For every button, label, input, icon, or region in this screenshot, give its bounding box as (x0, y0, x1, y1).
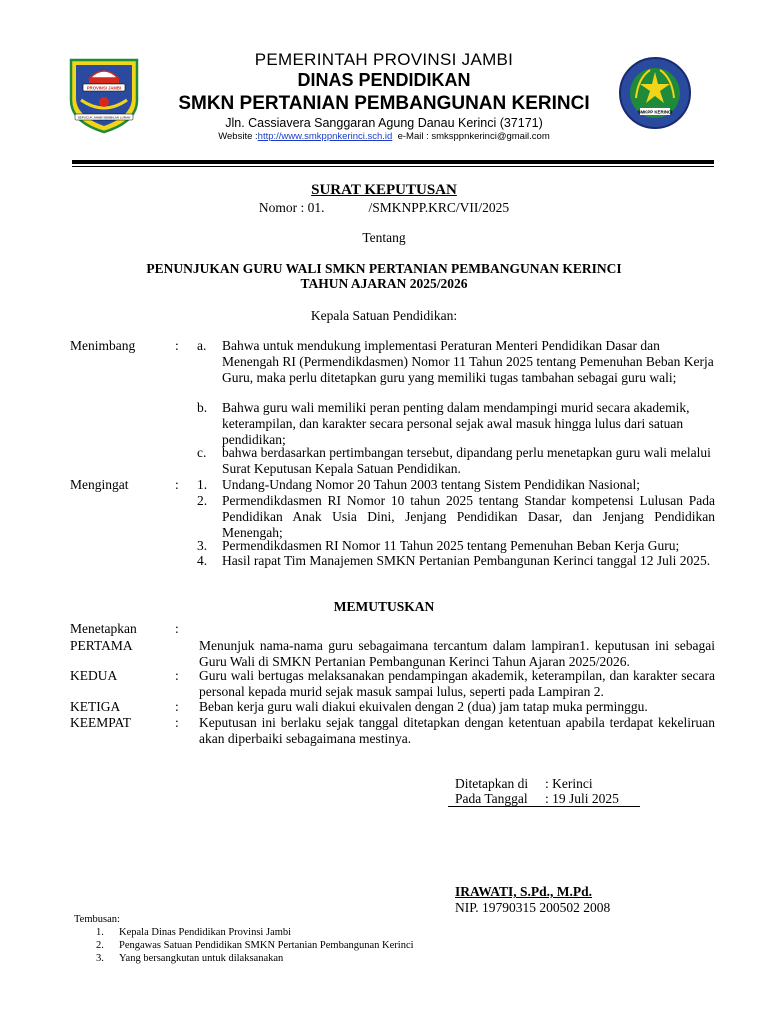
mengingat-item-2: Permendikdasmen RI Nomor 10 tahun 2025 tentang Standar kompetensi Lulusan Pada Pendidikan Anak Usia Dini, Jenjang Pendidikan Dasar, dan Jenjang Pendidikan Menengah; (222, 493, 715, 540)
signatory-nip: NIP. 19790315 200502 2008 (455, 900, 611, 915)
header-department: DINAS PENDIDIKAN (297, 70, 471, 90)
kedua-colon: : (175, 668, 179, 683)
mengingat-label: Mengingat (70, 477, 129, 492)
mengingat-marker-4: 4. (197, 553, 208, 568)
nomor-prefix: Nomor : 01. (258, 200, 325, 215)
email-text: e-Mail : smksppnkerinci@gmail.com (397, 131, 550, 142)
menetapkan-colon: : (175, 621, 179, 636)
pertama-text: Menunjuk nama-nama guru sebagaimana tercantum dalam lampiran1. keputusan ini sebagai Guru Wali di SMKN Pertanian Pembangunan Kerinci Tahun Ajaran 2025/2026. (199, 638, 715, 669)
ketiga-label: KETIGA (70, 699, 121, 714)
mengingat-item-4: Hasil rapat Tim Manajemen SMKN Pertanian Pembangunan Kerinci tanggal 12 Juli 2025. (222, 553, 711, 568)
menimbang-item-b: Bahwa guru wali memiliki peran penting dalam mendampingi murid secara akademik, keterampilan, dan karakter secara personal sejak awal masuk hingga lulus dari satuan pendidikan; (222, 400, 690, 447)
ketiga-colon: : (175, 699, 179, 714)
menimbang-colon: : (175, 338, 179, 353)
issuer-line: Kepala Satuan Pendidikan: (310, 308, 458, 323)
keempat-label: KEEMPAT (70, 715, 132, 730)
mengingat-marker-1: 1. (197, 477, 208, 492)
website-label: Website : (218, 131, 258, 142)
menetapkan-label: Menetapkan (70, 621, 137, 636)
mengingat-marker-3: 3. (197, 538, 208, 553)
tembusan-marker-3: 3. (96, 953, 104, 964)
menimbang-item-c: bahwa berdasarkan pertimbangan tersebut, dipandang perlu menetapkan guru wali melalui Surat Keputusan Kepala Satuan Pendidikan. (222, 445, 711, 476)
tembusan-item-1: Kepala Dinas Pendidikan Provinsi Jambi (119, 927, 292, 938)
tembusan-marker-2: 2. (96, 940, 104, 951)
logo-left-motto: SEPUCUK JAMBI SEMBILAN LURAH (77, 115, 131, 120)
tembusan-marker-1: 1. (96, 927, 104, 938)
menimbang-marker-a: a. (197, 338, 207, 353)
keempat-colon: : (175, 715, 179, 730)
nomor-suffix: /SMKNPP.KRC/VII/2025 (368, 200, 510, 215)
kedua-text: Guru wali bertugas melaksanakan pendampingan akademik, keterampilan, dan karakter secara personal kepada murid sejak masuk sampai lulus, seperti pada Lampiran 2. (199, 668, 715, 699)
website-link[interactable]: http://www.smkppnkerinci.sch.id (257, 131, 393, 142)
signature-date-underline (448, 806, 640, 807)
signatory-name: IRAWATI, S.Pd., M.Pd. (455, 884, 593, 899)
ditetapkan-value: : Kerinci (545, 776, 593, 791)
logo-right-text: SMKPP KERINCI (637, 109, 673, 115)
keempat-text: Keputusan ini berlaku sejak tanggal ditetapkan dengan ketentuan apabila terdapat kekeliruan akan diperbaiki sebagaimana mestinya. (199, 715, 715, 746)
menimbang-item-a: Bahwa untuk mendukung implementasi Peraturan Menteri Pendidikan Dasar dan Menengah RI (Permendikdasmen) Nomor 11 Tahun 2025 tentang Pemenuhan Beban Kerja Guru, maka perlu ditetapkan guru yang memiliki tugas tambahan sebagai guru wali; (222, 338, 714, 385)
menimbang-label: Menimbang (70, 338, 136, 353)
memutuskan-heading: MEMUTUSKAN (333, 599, 435, 614)
tembusan-item-2: Pengawas Satuan Pendidikan SMKN Pertanian Pembangunan Kerinci (119, 940, 414, 951)
header-divider-thick (72, 160, 714, 164)
mengingat-item-3: Permendikdasmen RI Nomor 11 Tahun 2025 tentang Pemenuhan Beban Kerja Guru; (222, 538, 680, 553)
pertama-label: PERTAMA (70, 638, 133, 653)
mengingat-colon: : (175, 477, 179, 492)
ketiga-text: Beban kerja guru wali diakui ekuivalen dengan 2 (dua) jam tatap muka perminggu. (199, 699, 648, 714)
header-divider-thin (72, 166, 714, 167)
mengingat-item-1: Undang-Undang Nomor 20 Tahun 2003 tentang Sistem Pendidikan Nasional; (222, 477, 640, 492)
tembusan-label: Tembusan: (74, 914, 120, 925)
subject-line-2: TAHUN AJARAN 2025/2026 (300, 276, 468, 291)
tanggal-label: Pada Tanggal (455, 791, 528, 806)
header-government: PEMERINTAH PROVINSI JAMBI (254, 50, 514, 69)
subject-line-1: PENUNJUKAN GURU WALI SMKN PERTANIAN PEMBANGUNAN KERINCI (146, 261, 622, 276)
document-number (0, 200, 768, 216)
header-contact (0, 131, 768, 142)
header-address: Jln. Cassiavera Sanggaran Agung Danau Kerinci (37171) (225, 116, 543, 130)
ditetapkan-label: Ditetapkan di (455, 776, 529, 791)
header-school-name: SMKN PERTANIAN PEMBANGUNAN KERINCI (178, 93, 590, 114)
menimbang-marker-b: b. (197, 400, 208, 415)
tanggal-value: : 19 Juli 2025 (545, 791, 619, 806)
kedua-label: KEDUA (70, 668, 118, 683)
document-title: SURAT KEPUTUSAN (311, 182, 457, 198)
mengingat-marker-2: 2. (197, 493, 208, 508)
menimbang-marker-c: c. (197, 445, 207, 460)
tembusan-item-3: Yang bersangkutan untuk dilaksanakan (119, 953, 284, 964)
tentang-label: Tentang (362, 230, 406, 245)
logo-left-banner: PROVINSI JAMBI (86, 85, 122, 91)
